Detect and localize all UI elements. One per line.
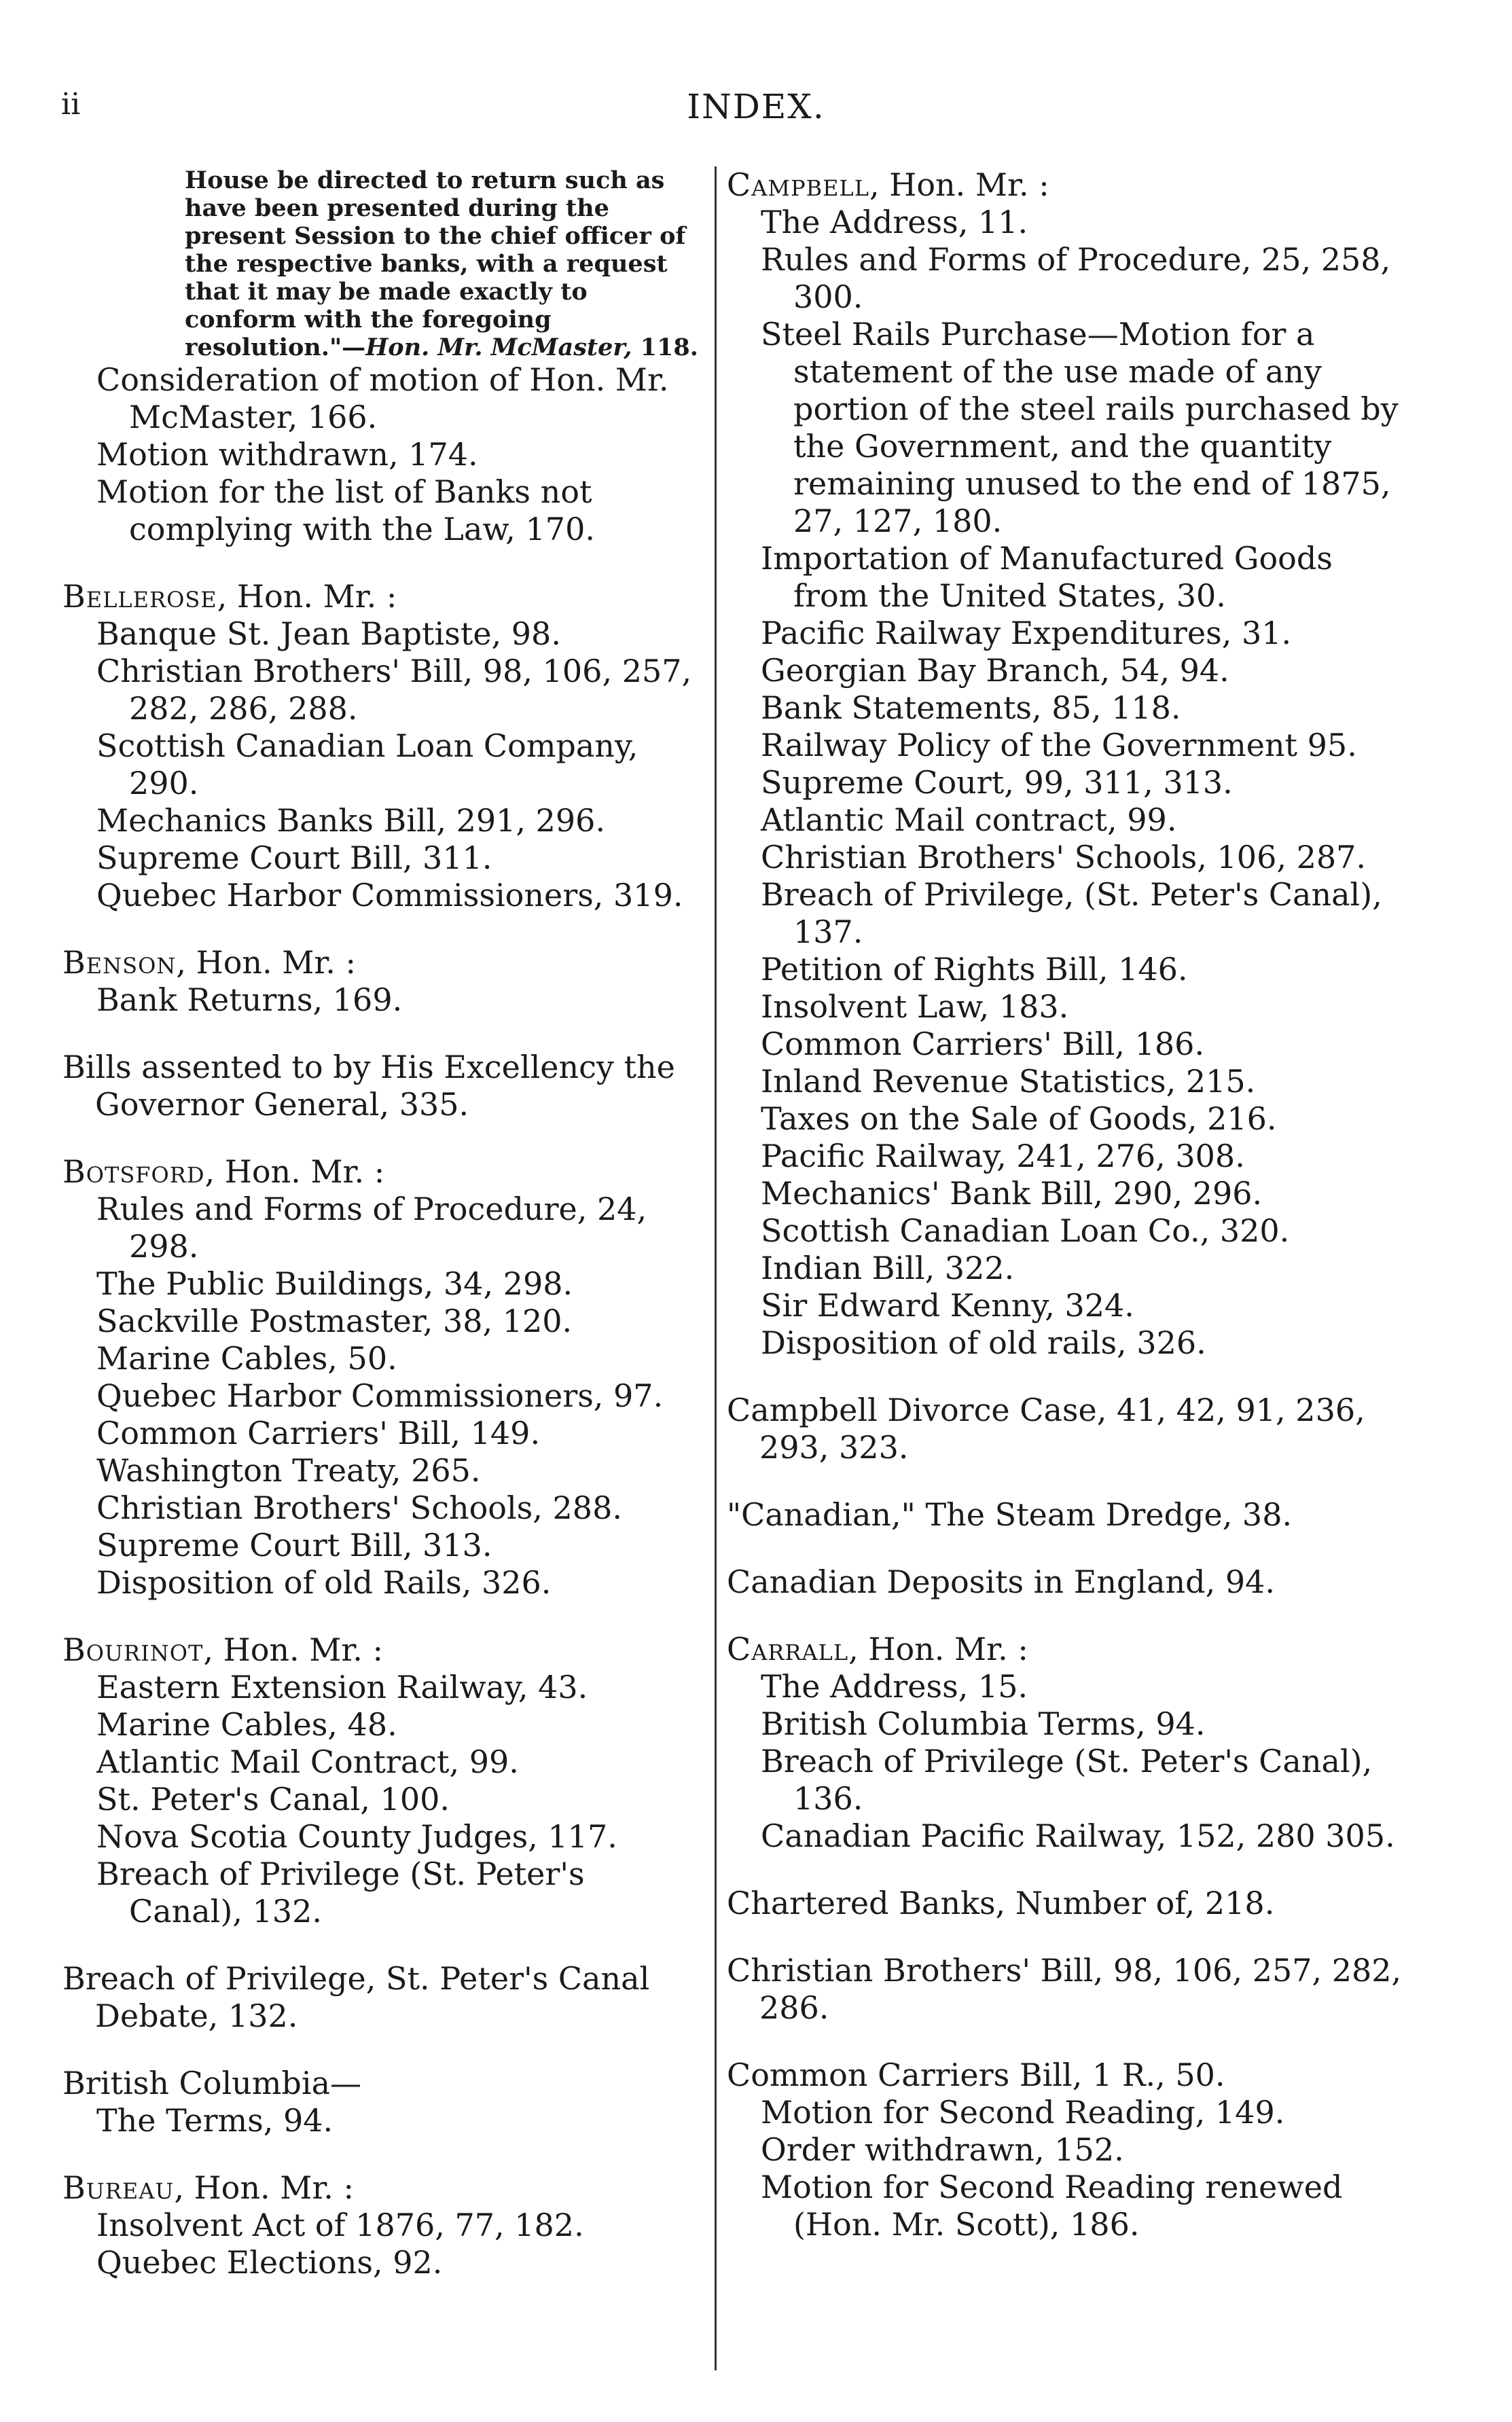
carrall-subentries (761, 1668, 1406, 1855)
index-line: Marine Cables, 48. (96, 1706, 397, 1743)
index-line: St. Peter's Canal, 100. (96, 1781, 450, 1818)
index-line: Importation of Manufactured Goods from the United States, 30. (761, 540, 1333, 614)
index-line: Breach of Privilege (St. Peter's Canal), 132. (96, 1856, 585, 1930)
index-line: Banque St. Jean Baptiste, 98. (96, 615, 561, 652)
entry-chartered-banks: Chartered Banks, Number of, 218. (727, 1885, 1275, 1921)
index-line: Marine Cables, 50. (96, 1340, 397, 1377)
index-line: Bank Returns, 169. (96, 981, 403, 1018)
campbell-subentries (761, 204, 1406, 1362)
index-line: Indian Bill, 322. (761, 1250, 1015, 1286)
heading-name: Bellerose (62, 578, 217, 615)
index-line: Quebec Harbor Commissioners, 319. (96, 877, 683, 914)
bourinot-subentries (96, 1669, 701, 1930)
index-line: Georgian Bay Branch, 54, 94. (761, 652, 1229, 689)
entry-heading-campbell (727, 166, 1406, 204)
spacer (727, 1601, 1406, 1631)
index-line: Steel Rails Purchase—Motion for a statement of the use made of any portion of the steel rails purchased by the Government, and the quantity remaining unused to the end of 1875, 27, 127, 180. (761, 316, 1399, 539)
botsford-subentries (96, 1191, 701, 1602)
mcmaster-subentries (96, 361, 701, 548)
spacer (727, 1922, 1406, 1952)
index-line: Petition of Rights Bill, 146. (761, 951, 1188, 988)
quote-reference: 118. (632, 333, 698, 361)
index-line: Atlantic Mail Contract, 99. (96, 1743, 519, 1780)
index-line: Supreme Court, 99, 311, 313. (761, 764, 1233, 801)
spacer (727, 1466, 1406, 1496)
british-columbia-subentries (96, 2102, 701, 2139)
spacer (727, 2027, 1406, 2057)
index-line: Sir Edward Kenny, 324. (761, 1287, 1134, 1324)
entry-campbell-divorce: Campbell Divorce Case, 41, 42, 91, 236, 293, 323. (727, 1392, 1365, 1466)
spacer (62, 1930, 701, 1960)
spacer (62, 2139, 701, 2169)
index-line: Sackville Postmaster, 38, 120. (96, 1303, 573, 1339)
spacer (62, 2035, 701, 2065)
index-line: Scottish Canadian Loan Co., 320. (761, 1212, 1290, 1249)
entry-heading-benson (62, 944, 701, 981)
spacer (727, 1534, 1406, 1564)
index-line: Pacific Railway Expenditures, 31. (761, 615, 1292, 651)
bureau-subentries (96, 2207, 701, 2281)
heading-tail: , Hon. Mr. : (176, 944, 357, 981)
heading-tail: , Hon. Mr. : (204, 1153, 385, 1190)
index-line: Order withdrawn, 152. (761, 2131, 1124, 2168)
index-line: Taxes on the Sale of Goods, 216. (761, 1100, 1277, 1137)
index-line: Mechanics' Bank Bill, 290, 296. (761, 1175, 1263, 1212)
spacer (727, 1362, 1406, 1392)
index-line: Motion withdrawn, 174. (96, 436, 478, 473)
entry-heading-common-carriers: Common Carriers Bill, 1 R., 50. (727, 2057, 1225, 2093)
spacer (62, 1602, 701, 1631)
entry-breach-debate: Breach of Privilege, St. Peter's Canal Debate, 132. (62, 1960, 650, 2034)
index-line: The Public Buildings, 34, 298. (96, 1265, 573, 1302)
entry-canadian-deposits: Canadian Deposits in England, 94. (727, 1564, 1275, 1600)
page-number: ii (61, 87, 81, 122)
index-line: Motion for the list of Banks not complying with the Law, 170. (96, 473, 595, 547)
index-line: Motion for Second Reading renewed (Hon. Mr. Scott), 186. (761, 2169, 1343, 2243)
index-line: Insolvent Act of 1876, 77, 182. (96, 2207, 584, 2243)
benson-subentries (96, 981, 701, 1019)
entry-heading-british-columbia: British Columbia— (62, 2065, 361, 2101)
heading-tail: , Hon. Mr. : (217, 578, 397, 615)
index-line: The Address, 15. (761, 1668, 1028, 1705)
heading-name: Bureau (62, 2169, 175, 2206)
entry-heading-bellerose (62, 578, 701, 615)
index-line: Washington Treaty, 265. (96, 1452, 481, 1489)
entry-heading-bureau (62, 2169, 701, 2207)
spacer (62, 914, 701, 944)
entry-christian-brothers-bill: Christian Brothers' Bill, 98, 106, 257, 282, 286. (727, 1952, 1402, 2026)
quote-attribution: Hon. Mr. McMaster, (365, 333, 632, 361)
common-carriers-subentries (761, 2094, 1406, 2243)
index-line: Rules and Forms of Procedure, 25, 258, 300. (761, 241, 1391, 315)
index-line: Canadian Pacific Railway, 152, 280 305. (761, 1818, 1395, 1854)
index-line: British Columbia Terms, 94. (761, 1705, 1206, 1742)
entry-heading-bourinot (62, 1631, 701, 1669)
heading-name: Benson (62, 944, 177, 981)
index-line: Quebec Elections, 92. (96, 2244, 443, 2281)
bellerose-subentries (96, 615, 701, 914)
index-line: Christian Brothers' Schools, 106, 287. (761, 839, 1367, 875)
left-column (62, 166, 701, 2281)
heading-tail: , Hon. Mr. : (848, 1631, 1028, 1667)
entry-steam-dredge: "Canadian," The Steam Dredge, 38. (727, 1496, 1293, 1533)
index-line: Disposition of old rails, 326. (761, 1324, 1206, 1361)
entry-heading-carrall (727, 1631, 1406, 1668)
index-line: Bank Statements, 85, 118. (761, 689, 1181, 726)
heading-tail: , Hon. Mr. : (174, 2169, 355, 2206)
spacer (62, 1123, 701, 1153)
index-line: Christian Brothers' Schools, 288. (96, 1489, 622, 1526)
index-line: Breach of Privilege (St. Peter's Canal), 136. (761, 1743, 1373, 1817)
index-line: Common Carriers' Bill, 149. (96, 1415, 541, 1451)
index-line: Mechanics Banks Bill, 291, 296. (96, 802, 606, 839)
page-header (61, 87, 1451, 141)
index-line: Pacific Railway, 241, 276, 308. (761, 1138, 1245, 1174)
heading-name: Carrall (727, 1631, 849, 1667)
index-line: Christian Brothers' Bill, 98, 106, 257, 282, 286, 288. (96, 653, 692, 727)
heading-name: Botsford (62, 1153, 205, 1190)
index-line: Rules and Forms of Procedure, 24, 298. (96, 1191, 647, 1265)
index-line: Supreme Court Bill, 313. (96, 1527, 492, 1564)
right-column (727, 166, 1406, 2243)
quoted-resolution (185, 166, 701, 361)
index-line: Disposition of old Rails, 326. (96, 1564, 552, 1601)
index-line: The Terms, 94. (96, 2102, 334, 2139)
index-line: Breach of Privilege, (St. Peter's Canal), 137. (761, 876, 1382, 950)
heading-name: Bourinot (62, 1631, 204, 1668)
index-line: Common Carriers' Bill, 186. (761, 1026, 1205, 1062)
index-line: Railway Policy of the Government 95. (761, 727, 1357, 763)
heading-tail: , Hon. Mr. : (869, 166, 1049, 203)
index-line: Eastern Extension Railway, 43. (96, 1669, 588, 1705)
index-line: The Address, 11. (761, 204, 1028, 240)
quote-text: House be directed to return such as have been presented during the present Session to the chief officer of the respective banks, with a request that it may be made exactly to conform with the foregoing resolution."— (185, 166, 686, 361)
page-title: INDEX. (687, 87, 825, 126)
entry-heading-botsford (62, 1153, 701, 1191)
spacer (62, 1019, 701, 1049)
index-line: Scottish Canadian Loan Company, 290. (96, 727, 638, 801)
spacer (727, 1855, 1406, 1885)
index-line: Nova Scotia County Judges, 117. (96, 1818, 617, 1855)
heading-tail: , Hon. Mr. : (203, 1631, 384, 1668)
index-line: Motion for Second Reading, 149. (761, 2094, 1285, 2131)
index-line: Consideration of motion of Hon. Mr. McMaster, 166. (96, 361, 669, 435)
index-line: Inland Revenue Statistics, 215. (761, 1063, 1256, 1100)
index-line: Atlantic Mail contract, 99. (761, 801, 1177, 838)
spacer (62, 548, 701, 578)
index-line: Insolvent Law, 183. (761, 988, 1069, 1025)
index-line: Quebec Harbor Commissioners, 97. (96, 1377, 664, 1414)
column-divider (715, 166, 717, 2370)
heading-name: Campbell (727, 166, 869, 203)
index-line: Supreme Court Bill, 311. (96, 839, 492, 876)
entry-bills-assented: Bills assented to by His Excellency the Governor General, 335. (62, 1049, 675, 1123)
